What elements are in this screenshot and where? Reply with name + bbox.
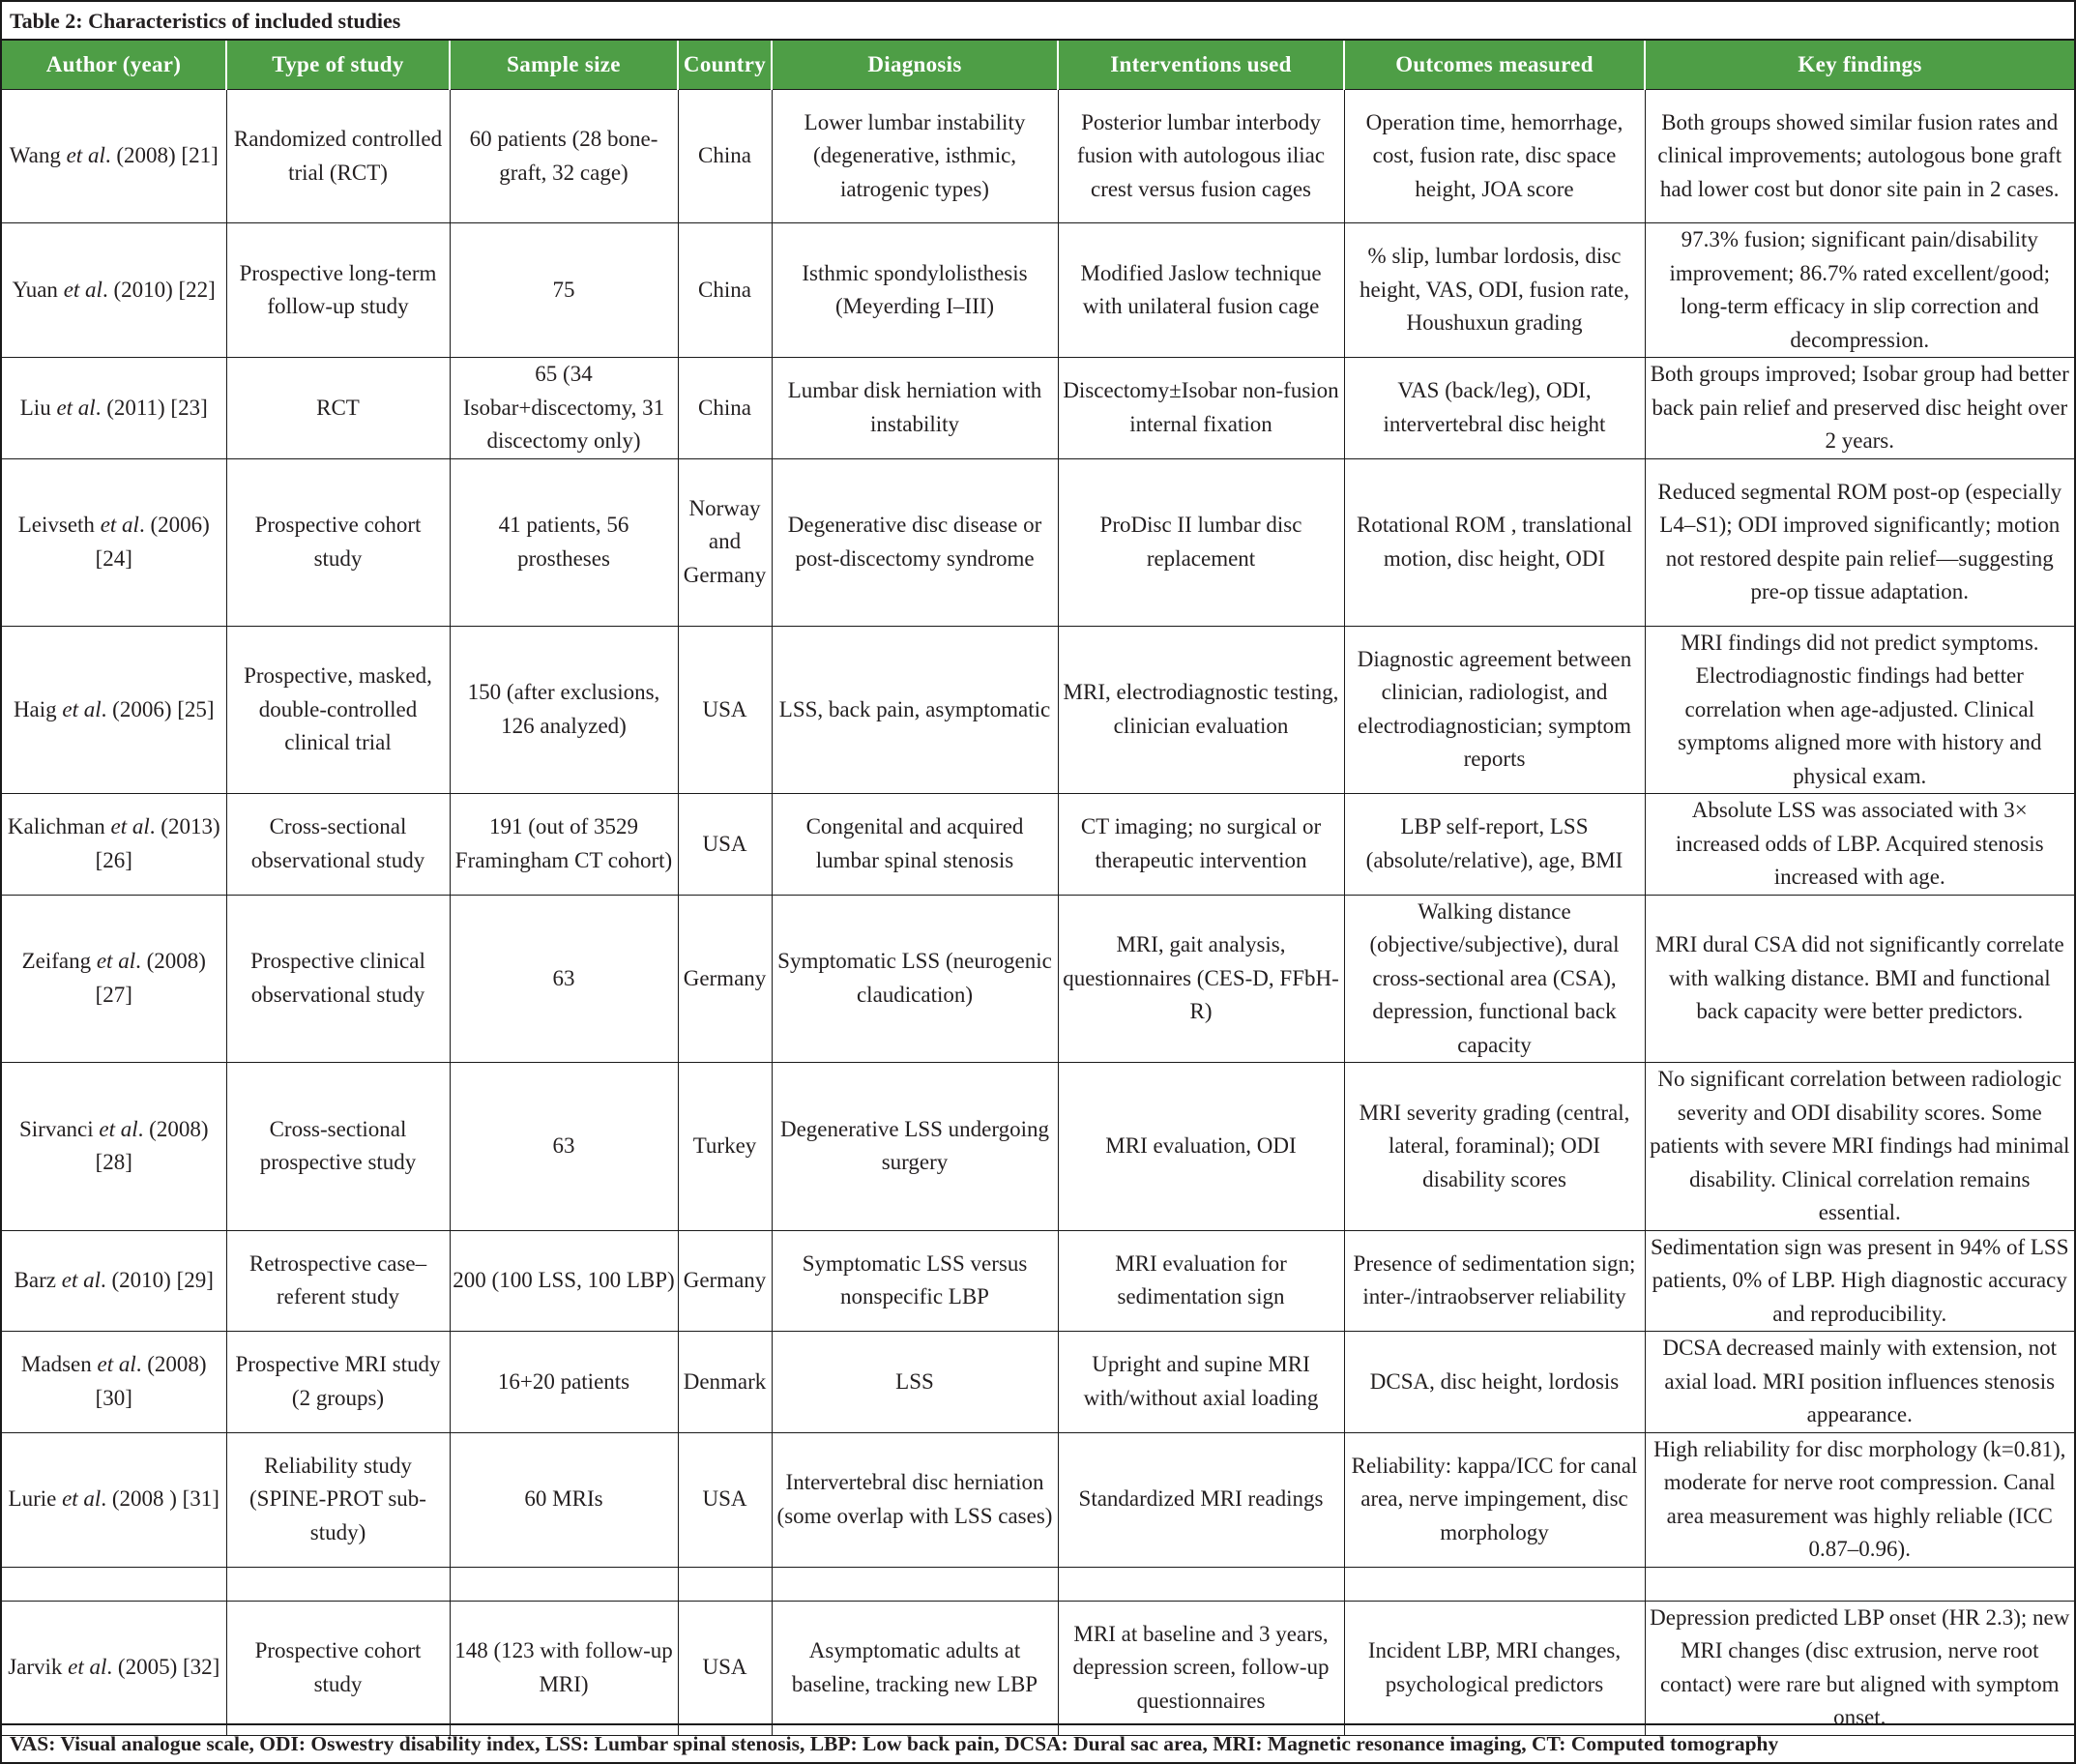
table-row (2, 358, 2074, 459)
author-year-ref: . (2008) [28] (95, 1116, 209, 1175)
cell-sample: 150 (after exclusions, 126 analyzed) (450, 626, 678, 794)
author-etal: et al (100, 513, 139, 537)
cell-outcomes: Diagnostic agreement between clinician, radiologist, and electrodiagnostician; symptom reports (1344, 626, 1645, 794)
cell-interventions: MRI evaluation for sedimentation sign (1058, 1230, 1344, 1332)
cell-type: Reliability study (SPINE-PROT sub-study) (226, 1432, 450, 1567)
cell-sample: 60 MRIs (450, 1432, 678, 1567)
author-year-ref: . (2008) [21] (104, 143, 219, 168)
table-caption: Table 2: Characteristics of included studies (2, 2, 2074, 41)
cell-sample: 75 (450, 223, 678, 358)
author-name: Leivseth (17, 513, 95, 537)
cell-diagnosis: Symptomatic LSS versus nonspecific LBP (772, 1230, 1058, 1332)
author-name: Jarvik (8, 1655, 63, 1680)
cell-country: USA (678, 1601, 772, 1735)
cell-type: Cross-sectional observational study (226, 794, 450, 896)
cell-interventions (1058, 1567, 1344, 1601)
cell-diagnosis: Isthmic spondylolisthesis (Meyerding I–III) (772, 223, 1058, 358)
author-name: Zeifang (21, 949, 92, 974)
cell-outcomes: Incident LBP, MRI changes, psychological predictors (1344, 1601, 1645, 1735)
cell-country: USA (678, 1432, 772, 1567)
author-year-ref: . (2008) [27] (95, 949, 206, 1007)
cell-diagnosis: Degenerative LSS undergoing surgery (772, 1063, 1058, 1231)
cell-type: Randomized controlled trial (RCT) (226, 90, 450, 223)
cell-interventions: MRI evaluation, ODI (1058, 1063, 1344, 1231)
cell-country: China (678, 358, 772, 459)
cell-outcomes: Presence of sedimentation sign; inter-/intraobserver reliability (1344, 1230, 1645, 1332)
cell-country: Norway and Germany (678, 458, 772, 626)
cell-type: Prospective cohort study (226, 458, 450, 626)
author-etal: et al (110, 814, 150, 839)
cell-type: Prospective MRI study (2 groups) (226, 1332, 450, 1433)
cell-sample: 63 (450, 1063, 678, 1231)
cell-interventions: MRI, gait analysis, questionnaires (CES-D, FFbH-R) (1058, 895, 1344, 1063)
author-etal: et al (61, 1268, 102, 1292)
cell-findings: Reduced segmental ROM post-op (especially L4–S1); ODI improved significantly; motion not restored despite pain relief—suggesting pre-op tissue adaptation. (1645, 458, 2074, 626)
cell-diagnosis: Congenital and acquired lumbar spinal stenosis (772, 794, 1058, 896)
cell-interventions: Discectomy±Isobar non-fusion internal fixation (1058, 358, 1344, 459)
author-name: Sirvanci (19, 1116, 94, 1141)
author-etal: et al (68, 1655, 107, 1680)
cell-outcomes: MRI severity grading (central, lateral, foraminal); ODI disability scores (1344, 1063, 1645, 1231)
cell-country: China (678, 90, 772, 223)
author-year-ref: . (2010) [22] (102, 277, 216, 302)
cell-interventions: Modified Jaslow technique with unilateral fusion cage (1058, 223, 1344, 358)
author-year-ref: . (2008 ) [31] (101, 1486, 219, 1512)
table-row (2, 1063, 2074, 1231)
cell-diagnosis: Lower lumbar instability (degenerative, isthmic, iatrogenic types) (772, 90, 1058, 223)
table-row (2, 1601, 2074, 1735)
author-name: Kalichman (7, 814, 105, 839)
cell-type: Retrospective case–referent study (226, 1230, 450, 1332)
cell-interventions: MRI at baseline and 3 years, depression screen, follow-up questionnaires (1058, 1601, 1344, 1735)
cell-findings: High reliability for disc morphology (k=0.81), moderate for nerve root compression. Canal area measurement was highly reliable (ICC 0.87–0.96). (1645, 1432, 2074, 1567)
author-name: Liu (19, 395, 51, 420)
cell-interventions: Posterior lumbar interbody fusion with autologous iliac crest versus fusion cages (1058, 90, 1344, 223)
cell-outcomes: % slip, lumbar lordosis, disc height, VAS, ODI, fusion rate, Houshuxun grading (1344, 223, 1645, 358)
author-year-ref: . (2010) [29] (101, 1268, 214, 1292)
cell-author (2, 1063, 226, 1231)
cell-type: Prospective long-term follow-up study (226, 223, 450, 358)
cell-interventions: Standardized MRI readings (1058, 1432, 1344, 1567)
cell-author (2, 1332, 226, 1433)
cell-type: Prospective cohort study (226, 1601, 450, 1735)
col-header-interventions: Interventions used (1058, 41, 1344, 90)
author-name: Wang (9, 143, 61, 168)
table-row (2, 90, 2074, 223)
cell-country: Denmark (678, 1332, 772, 1433)
col-header-sample: Sample size (450, 41, 678, 90)
author-etal: et al (62, 1486, 102, 1512)
table-row (2, 1230, 2074, 1332)
cell-sample: 191 (out of 3529 Framingham CT cohort) (450, 794, 678, 896)
author-year-ref: . (2013) [26] (95, 814, 220, 872)
cell-sample (450, 1567, 678, 1601)
cell-type: Prospective, masked, double-controlled clinical trial (226, 626, 450, 794)
table-row (2, 1432, 2074, 1567)
cell-outcomes: Walking distance (objective/subjective), dural cross-sectional area (CSA), depression, functional back capacity (1344, 895, 1645, 1063)
cell-findings: No significant correlation between radiologic severity and ODI disability scores. Some patients with severe MRI findings had minimal disability. Clinical correlation remains essential. (1645, 1063, 2074, 1231)
author-etal: et al (56, 395, 96, 420)
cell-interventions: ProDisc II lumbar disc replacement (1058, 458, 1344, 626)
cell-findings: Absolute LSS was associated with 3× increased odds of LBP. Acquired stenosis increased with age. (1645, 794, 2074, 896)
cell-country: USA (678, 626, 772, 794)
cell-outcomes: Operation time, hemorrhage, cost, fusion rate, disc space height, JOA score (1344, 90, 1645, 223)
cell-findings: MRI findings did not predict symptoms. Electrodiagnostic findings had better correlation when age-adjusted. Clinical symptoms aligned more with history and physical exam. (1645, 626, 2074, 794)
cell-author (2, 1432, 226, 1567)
cell-interventions: MRI, electrodiagnostic testing, clinician evaluation (1058, 626, 1344, 794)
author-year-ref: . (2008) [30] (95, 1352, 207, 1410)
author-etal: et al (63, 277, 102, 302)
cell-outcomes: Reliability: kappa/ICC for canal area, nerve impingement, disc morphology (1344, 1432, 1645, 1567)
cell-diagnosis: Symptomatic LSS (neurogenic claudication) (772, 895, 1058, 1063)
cell-sample: 200 (100 LSS, 100 LBP) (450, 1230, 678, 1332)
cell-country: USA (678, 794, 772, 896)
cell-type (226, 1567, 450, 1601)
cell-findings: Both groups improved; Isobar group had better back pain relief and preserved disc height over 2 years. (1645, 358, 2074, 459)
cell-type: Cross-sectional prospective study (226, 1063, 450, 1231)
cell-diagnosis (772, 1567, 1058, 1601)
cell-author (2, 1567, 226, 1601)
author-name: Barz (14, 1268, 57, 1292)
table-row (2, 626, 2074, 794)
author-etal: et al (62, 696, 102, 721)
cell-sample: 148 (123 with follow-up MRI) (450, 1601, 678, 1735)
author-etal: et al (66, 143, 105, 168)
cell-findings: MRI dural CSA did not significantly correlate with walking distance. BMI and functional back capacity were better predictors. (1645, 895, 2074, 1063)
cell-findings: Depression predicted LBP onset (HR 2.3); new MRI changes (disc extrusion, nerve root contact) were rare but aligned with symptom onset. (1645, 1601, 2074, 1735)
col-header-type: Type of study (226, 41, 450, 90)
table-body (2, 90, 2074, 1736)
col-header-findings: Key findings (1645, 41, 2074, 90)
author-year-ref: . (2006) [24] (95, 513, 210, 571)
cell-interventions: Upright and supine MRI with/without axial loading (1058, 1332, 1344, 1433)
table-row (2, 1567, 2074, 1601)
cell-sample: 60 patients (28 bone-graft, 32 cage) (450, 90, 678, 223)
cell-outcomes: VAS (back/leg), ODI, intervertebral disc height (1344, 358, 1645, 459)
author-etal: et al (96, 949, 136, 974)
table-footnote: VAS: Visual analogue scale, ODI: Oswestry disability index, LSS: Lumbar spinal stenosis, LBP: Low back pain, DCSA: Dural sac area, MRI: Magnetic resonance imaging, CT: Computed tomography (2, 1723, 2074, 1762)
author-name: Lurie (8, 1486, 57, 1512)
author-name: Madsen (20, 1352, 92, 1377)
col-header-country: Country (678, 41, 772, 90)
cell-diagnosis: Degenerative disc disease or post-discectomy syndrome (772, 458, 1058, 626)
cell-outcomes: LBP self-report, LSS (absolute/relative), age, BMI (1344, 794, 1645, 896)
cell-type: Prospective clinical observational study (226, 895, 450, 1063)
cell-author (2, 1230, 226, 1332)
author-year-ref: . (2005) [32] (106, 1655, 220, 1680)
cell-findings (1645, 1567, 2074, 1601)
col-header-diagnosis: Diagnosis (772, 41, 1058, 90)
header-row (2, 41, 2074, 90)
cell-diagnosis: Intervertebral disc herniation (some overlap with LSS cases) (772, 1432, 1058, 1567)
cell-findings: DCSA decreased mainly with extension, not axial load. MRI position influences stenosis appearance. (1645, 1332, 2074, 1433)
cell-type: RCT (226, 358, 450, 459)
cell-author (2, 223, 226, 358)
author-name: Haig (13, 696, 57, 721)
cell-country: Germany (678, 1230, 772, 1332)
cell-author (2, 794, 226, 896)
table-row (2, 223, 2074, 358)
cell-country (678, 1567, 772, 1601)
cell-diagnosis: Asymptomatic adults at baseline, tracking new LBP (772, 1601, 1058, 1735)
table-row (2, 794, 2074, 896)
cell-diagnosis: LSS, back pain, asymptomatic (772, 626, 1058, 794)
table-row (2, 895, 2074, 1063)
cell-findings: Both groups showed similar fusion rates and clinical improvements; autologous bone graft had lower cost but donor site pain in 2 cases. (1645, 90, 2074, 223)
author-etal: et al (97, 1352, 136, 1377)
cell-author (2, 895, 226, 1063)
cell-author (2, 1601, 226, 1735)
cell-sample: 65 (34 Isobar+discectomy, 31 discectomy only) (450, 358, 678, 459)
cell-outcomes: DCSA, disc height, lordosis (1344, 1332, 1645, 1433)
cell-country: China (678, 223, 772, 358)
cell-sample: 41 patients, 56 prostheses (450, 458, 678, 626)
cell-sample: 16+20 patients (450, 1332, 678, 1433)
author-year-ref: . (2011) [23] (95, 395, 208, 420)
cell-diagnosis: LSS (772, 1332, 1058, 1433)
author-year-ref: . (2006) [25] (101, 696, 215, 721)
cell-country: Turkey (678, 1063, 772, 1231)
author-name: Yuan (12, 277, 58, 302)
cell-findings: 97.3% fusion; significant pain/disability improvement; 86.7% rated excellent/good; long-term efficacy in slip correction and decompression. (1645, 223, 2074, 358)
cell-outcomes (1344, 1567, 1645, 1601)
cell-author (2, 358, 226, 459)
cell-author (2, 626, 226, 794)
cell-diagnosis: Lumbar disk herniation with instability (772, 358, 1058, 459)
cell-interventions: CT imaging; no surgical or therapeutic intervention (1058, 794, 1344, 896)
cell-outcomes: Rotational ROM , translational motion, disc height, ODI (1344, 458, 1645, 626)
cell-author (2, 458, 226, 626)
col-header-outcomes: Outcomes measured (1344, 41, 1645, 90)
table-row (2, 1332, 2074, 1433)
cell-sample: 63 (450, 895, 678, 1063)
table-row (2, 458, 2074, 626)
cell-findings: Sedimentation sign was present in 94% of LSS patients, 0% of LBP. High diagnostic accuracy and reproducibility. (1645, 1230, 2074, 1332)
cell-country: Germany (678, 895, 772, 1063)
cell-author (2, 90, 226, 223)
studies-table (2, 41, 2074, 1736)
author-etal: et al (99, 1116, 138, 1141)
col-header-author: Author (year) (2, 41, 226, 90)
